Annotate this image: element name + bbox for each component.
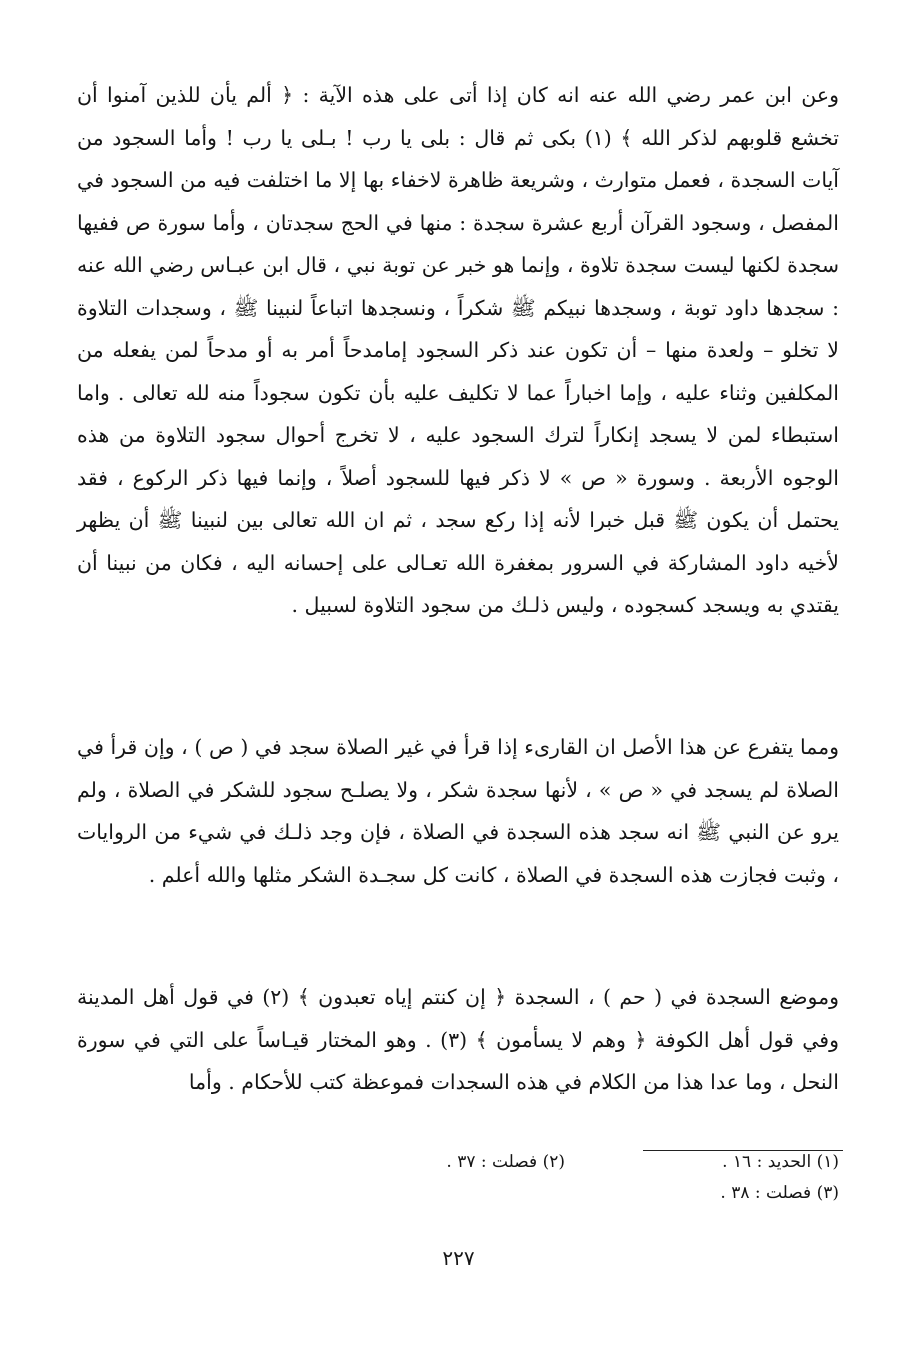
footnote-1: (١) الحديد : ١٦ . [722,1152,839,1172]
paragraph-text: وعن ابن عمر رضي الله عنه انه كان إذا أتى على هذه الآية : ﴿ ألم يأن للذين آمنوا أن تخشع قلوبهم لذكر الله ﴾ (١) بكى ثم قال : بلى يا رب ! بـلى يا رب ! وأما السجود من آيات السجدة ، فعمل متوارث ، وشريعة ظاهرة لاخفاء بها إلا ما اختلفت فيه من السجود في المفصل ، وسجود القرآن أربع عشرة سجدة : منها في الحج سجدتان ، وأما سورة ص ففيها سجدة لكنها ليست سجدة تلاوة ، وإنما هو خبر عن توبة نبي ، قال ابن عبـاس رضي الله عنه : سجدها داود توبة ، وسجدها نبيكم ﷺ شكراً ، ونسجدها اتباعاً لنبينا ﷺ ، وسجدات التلاوة لا تخلو – ولعدة منها – أن تكون عند ذكر السجود إمامدحاً أمر به أو مدحاً لمن يفعله من المكلفين وثناء عليه ، وإما اخباراً عما لا تكليف عليه بأن تكون سجوداً منه لله تعالى . واما استبطاء لمن لا يسجد إنكاراً لترك السجود عليه ، لا تخرج أحوال سجود التلاوة من هذه الوجوه الأربعة . وسورة « ص » لا ذكر فيها للسجود أصلاً ، وإنما فيها ذكر الركوع ، فقد يحتمل أن يكون ﷺ قبل خبرا لأنه إذا ركع سجد ، ثم ان الله تعالى بين لنبينا ﷺ أن يظهر لأخيه داود المشاركة في السرور بمغفرة الله تعـالى على إحسانه اليه ، فكان من نبينا أن يقتدي به ويسجد كسجوده ، وليس ذلـك من سجود التلاوة لسبيل . [77,83,839,617]
footnote-3: (٣) فصلت : ٣٨ . [720,1183,839,1203]
body-paragraph-1 [77,74,839,627]
body-paragraph-3 [77,976,839,1104]
paragraph-text: ومما يتفرع عن هذا الأصل ان القارىء إذا قرأ في غير الصلاة سجد في ( ص ) ، وإن قرأ في الصلاة لم يسجد في « ص » ، لأنها سجدة شكر ، ولا يصلـح سجود للشكر في الصلاة ، ولم يرو عن النبي ﷺ انه سجد هذه السجدة في الصلاة ، فإن وجد ذلـك في شيء من الروايات ، وثبت فجازت هذه السجدة في الصلاة ، كانت كل سجـدة الشكر مثلها والله أعلم . [77,735,839,887]
body-paragraph-2 [77,726,839,896]
paragraph-text: وموضع السجدة في ( حم ) ، السجدة ﴿ إن كنتم إياه تعبدون ﴾ (٢) في قول أهل المدينة وفي قول أهل الكوفة ﴿ وهم لا يسأمون ﴾ (٣) . وهو المختار قيـاساً على التي في سورة النحل ، وما عدا هذا من الكلام في هذه السجدات فموعظة كتب للأحكام . وأما [77,985,840,1094]
page-number: ٢٢٧ [442,1246,475,1270]
footnote-2: (٢) فصلت : ٣٧ . [446,1152,565,1172]
